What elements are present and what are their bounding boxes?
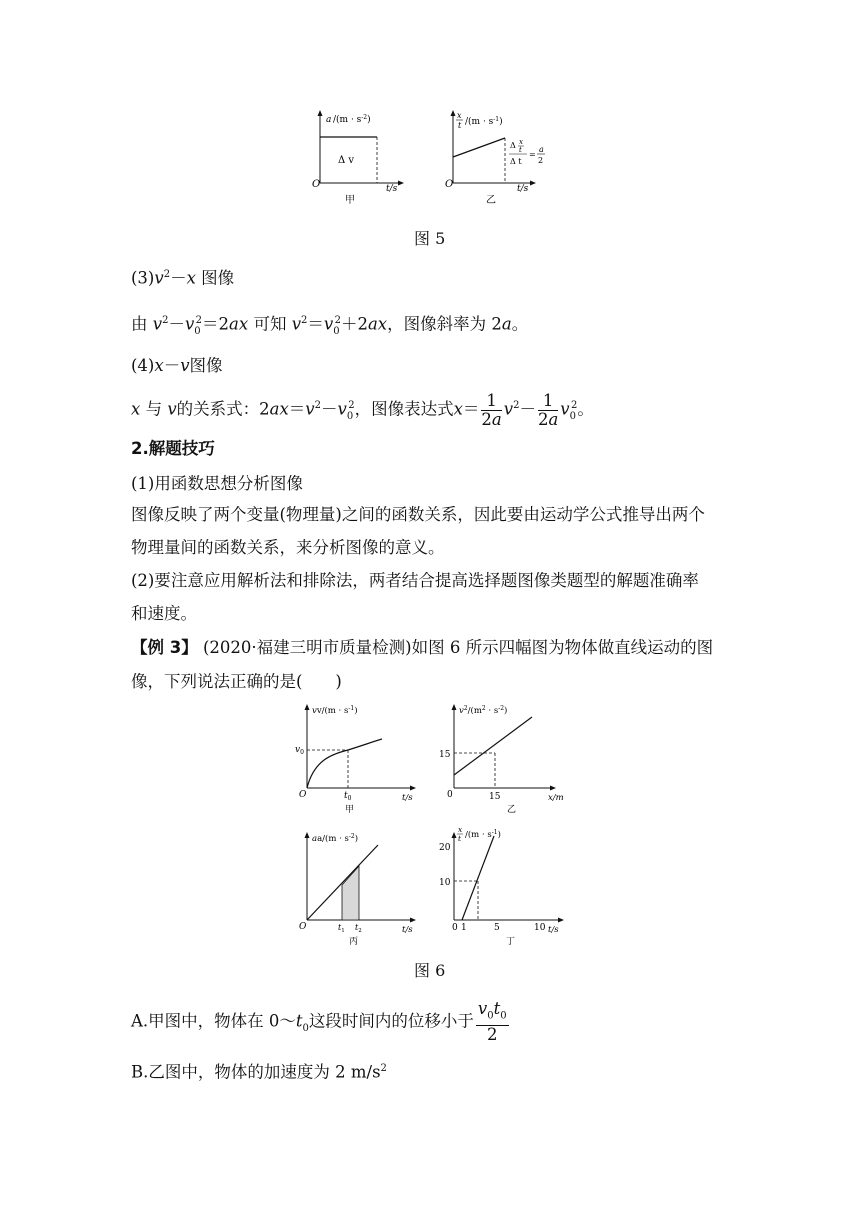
fig6-ding-name: 丁 xyxy=(506,937,516,946)
fig5-jia-name: 甲 xyxy=(345,195,355,206)
tip1-body-line1: 图像反映了两个变量(物理量)之间的函数关系，因此要由运动学公式推导出两个 xyxy=(131,505,705,524)
section-2-title: 2.解题技巧 xyxy=(131,439,215,458)
fig5-jia-xlabel: t/s xyxy=(386,184,398,194)
example-3-line1 xyxy=(131,636,713,660)
frac-v0t0-over-2: $\frac{v_0t_0}{2}$ xyxy=(477,999,507,1045)
example-3-body1: (2020·福建三明市质量检测)如图 6 所示四幅图为物体做直线运动的图 xyxy=(197,638,714,657)
fig5-yi-name: 乙 xyxy=(486,195,496,206)
fig5-jia-graph xyxy=(312,110,404,206)
fig6-yi-graph xyxy=(439,704,564,815)
fig6-ding-yunit: $/(m \cdot s^{-1})$ xyxy=(465,829,501,840)
fig5-yi-slope-eq-num: a xyxy=(539,145,544,154)
fig5-yi-ylabel-x: x xyxy=(457,111,462,120)
item3-title-pre: (3) xyxy=(131,268,155,288)
fig6-bing-origin: O xyxy=(299,922,307,932)
fig6-yi-name: 乙 xyxy=(507,805,517,815)
fig5-yi-slope-x: x xyxy=(519,138,523,146)
item4-body-a: 与 xyxy=(145,399,163,419)
fig6-jia-t0: $t_0$ xyxy=(344,791,352,802)
item3-title: $(3)v^2-x$ 图像 xyxy=(131,268,235,288)
fig6-ding-ytick20: 20 xyxy=(439,843,451,853)
option-b-text: B.乙图中，物体的加速度为 2 m/s xyxy=(131,1062,381,1082)
fig5-yi-slope-den: Δ t xyxy=(510,157,522,166)
example-3-line2: 像，下列说法正确的是( ) xyxy=(131,672,342,691)
fig6-ding-ytick10: 10 xyxy=(439,878,451,888)
fig5-yi-ylabel-t: t xyxy=(458,121,462,130)
fig5-jia-ylabel-unit: $/(m \cdot s^{-2})$ xyxy=(333,114,371,125)
fig6-bing-graph xyxy=(299,832,416,946)
fig5-jia-ylabel-a: a xyxy=(326,115,332,125)
fig6-bing-t1: $t_1$ xyxy=(338,923,345,934)
figure-6-caption: 图 6 xyxy=(414,961,446,980)
option-a-mid: 这段时间内的位移小于 xyxy=(308,1011,474,1031)
fig6-jia-name: 甲 xyxy=(345,805,355,815)
item3-title-post: 图像 xyxy=(201,268,235,288)
item4-body-c: ，图像表达式 xyxy=(354,399,454,419)
fig6-ding-xlabel: t/s xyxy=(548,925,559,935)
fig6-yi-xtick: 15 xyxy=(489,792,501,802)
tip2-body-line1: (2)要注意应用解析法和排除法，两者结合提高选择题图像类题型的解题准确率 xyxy=(131,571,699,590)
fig5-yi-xlabel: t/s xyxy=(517,184,529,194)
fig6-ding-ylabel-x: x xyxy=(458,825,463,834)
item4-body-b: 的关系式： xyxy=(176,399,260,419)
fig6-ding-xtick10: 10 xyxy=(534,923,546,933)
fig6-bing-ylabel: $aa/(m \cdot s^{-2})$ xyxy=(312,833,359,844)
frac-1-over-2a: $\frac{1}{2a}$ xyxy=(481,390,502,429)
fig5-jia-origin: O xyxy=(312,179,321,190)
item3-body-mid: 可知 xyxy=(253,314,287,334)
fig6-bing-name: 丙 xyxy=(349,937,359,946)
fig5-jia-area-label: Δ v xyxy=(338,155,355,166)
option-a: A.甲图中，物体在 $0\sim t_0$这段时间内的位移小于 $\frac{v_0t_0}{2}$ xyxy=(131,999,507,1045)
fig5-yi-slope-t: t xyxy=(519,146,522,154)
fig5-yi-slope-delta: Δ xyxy=(510,141,516,150)
fig6-ding-xtick5: 5 xyxy=(494,923,500,933)
fig6-bing-xlabel: t/s xyxy=(402,925,413,935)
fig6-jia-graph xyxy=(295,704,416,815)
fig6-yi-ytick: 15 xyxy=(439,750,451,760)
fig6-jia-origin: O xyxy=(299,790,307,800)
fig6-yi-xlabel: x/m xyxy=(548,793,564,803)
fig5-yi-slope-equals: = xyxy=(529,150,536,159)
item4-body: x 与 v的关系式：$2ax=v^2-v_0^2$，图像表达式x＝ $\frac{1}{2a}$ $v^2-$ $\frac{1}{2a}$ $v_0^2$。 xyxy=(131,390,594,429)
fig6-bing-t2: $t_2$ xyxy=(355,923,362,934)
fig5-yi-origin: O xyxy=(445,179,454,190)
fig6-ding-xtick1: 1 xyxy=(461,923,467,933)
fig5-yi-ylabel-unit: $/(m \cdot s^{-1})$ xyxy=(465,116,503,127)
option-b: B.乙图中，物体的加速度为 2 $m/s^2$ xyxy=(131,1062,387,1082)
item4-body-end: 。 xyxy=(577,399,594,419)
figure-6 xyxy=(292,700,582,946)
frac-1-over-2a-b: $\frac{1}{2a}$ xyxy=(537,390,559,429)
item4-title-post: 图像 xyxy=(189,356,223,375)
item4-title: (4)x－v图像 xyxy=(131,356,223,375)
tip2-body-line2: 和速度。 xyxy=(131,604,197,623)
fig6-jia-v0: $v_0$ xyxy=(295,745,304,756)
fig6-ding-xtick0: 0 xyxy=(452,923,458,933)
fig5-yi-slope-eq-den: 2 xyxy=(538,156,544,165)
figure-5 xyxy=(300,108,570,208)
fig6-yi-ylabel: $v^2/(m^2 \cdot s^{-2})$ xyxy=(459,705,508,716)
fig6-jia-ylabel: $vv/(m \cdot s^{-1})$ xyxy=(312,705,358,716)
item3-body-pre: 由 xyxy=(131,314,148,334)
fig6-ding-graph xyxy=(439,825,564,946)
example-3-tag: 【例 3】 xyxy=(131,638,198,657)
item3-body: 由 $v^2-v_0^2=2ax$ 可知 $v^2=v_0^2+2ax$，图像斜率为 2a。 xyxy=(131,314,529,337)
figure-5-caption: 图 5 xyxy=(414,229,446,248)
tip1-title: (1)用函数思想分析图像 xyxy=(131,474,303,493)
fig6-jia-xlabel: t/s xyxy=(402,793,413,803)
tip1-body-line2: 物理量间的函数关系，来分析图像的意义。 xyxy=(131,538,445,557)
fig6-yi-origin: 0 xyxy=(447,790,453,800)
fig6-ding-ylabel-t: t xyxy=(458,834,462,843)
option-a-pre: A.甲图中，物体在 0～ xyxy=(131,1011,296,1031)
item3-body-post: ，图像斜率为 2 xyxy=(387,314,502,334)
fig5-yi-graph xyxy=(445,110,545,206)
item3-body-end: 。 xyxy=(511,314,529,334)
item4-title-pre: (4) xyxy=(131,356,155,375)
